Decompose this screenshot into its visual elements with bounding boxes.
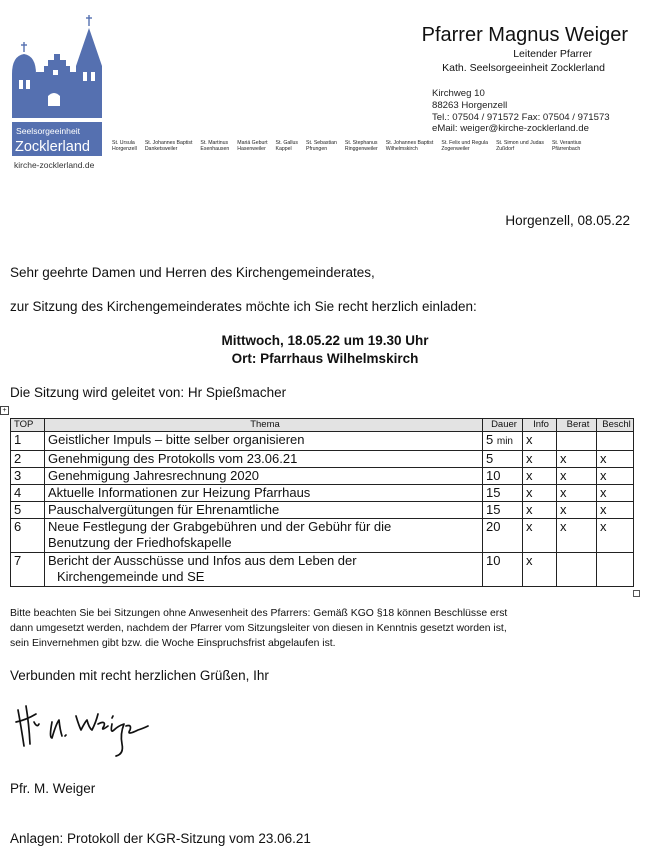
cell-dauer: 10 bbox=[483, 553, 523, 587]
signature-image bbox=[12, 700, 152, 762]
website-url: kirche-zocklerland.de bbox=[14, 160, 95, 170]
parish-item: St. Gallus Kappel bbox=[275, 140, 299, 153]
cell-top: 6 bbox=[11, 519, 45, 553]
parish-item: St. Johannes Baptist Wilhelmskirch bbox=[385, 140, 434, 153]
header-top: TOP bbox=[11, 419, 45, 432]
logo-text-line2: Zocklerland bbox=[15, 139, 90, 155]
header-dauer: Dauer bbox=[483, 419, 523, 432]
cell-berat: x bbox=[557, 451, 597, 468]
cell-beschl bbox=[597, 432, 634, 451]
cell-beschl: x bbox=[597, 502, 634, 519]
cell-thema: Neue Festlegung der Grabgebühren und der Gebühr für die Benutzung der Friedhofskapelle bbox=[45, 519, 483, 553]
parish-item: St. Ursula Horgenzell bbox=[112, 140, 137, 153]
cell-berat: x bbox=[557, 485, 597, 502]
cell-berat bbox=[557, 553, 597, 587]
cell-beschl: x bbox=[597, 468, 634, 485]
cell-dauer: 20 bbox=[483, 519, 523, 553]
table-header-row bbox=[11, 419, 634, 432]
table-row bbox=[11, 468, 634, 485]
church-logo-icon bbox=[10, 12, 104, 158]
logo-text-line1: Seelsorgeeinheit bbox=[16, 126, 81, 136]
cell-dauer: 10 bbox=[483, 468, 523, 485]
table-row bbox=[11, 519, 634, 553]
cell-thema: Bericht der Ausschüsse und Infos aus dem Leben der Kirchengemeinde und SE bbox=[45, 553, 483, 587]
table-row bbox=[11, 502, 634, 519]
duration-unit: min bbox=[496, 436, 513, 447]
signer-name: Pfr. M. Weiger bbox=[10, 781, 96, 796]
cell-berat bbox=[557, 432, 597, 451]
table-resize-handle[interactable] bbox=[633, 590, 640, 597]
header-info: Info bbox=[523, 419, 557, 432]
header-beschl: Beschl bbox=[597, 419, 634, 432]
cell-top: 4 bbox=[11, 485, 45, 502]
cell-thema: Pauschalvergütungen für Ehrenamtliche bbox=[45, 502, 483, 519]
cell-beschl bbox=[597, 553, 634, 587]
sender-name: Pfarrer Magnus Weiger bbox=[421, 24, 628, 46]
kgo-notice: Bitte beachten Sie bei Sitzungen ohne Anwesenheit des Pfarrers: Gemäß KGO §18 können Beschlüsse erst dann umgesetzt werden, nachdem der Pfarrer vom Sitzungsleiter von diesen in Kenntnis gesetzt worden ist, sein Einvernehmen gibt bzw. die Woche Einspruchsfrist abgelaufen ist. bbox=[10, 608, 508, 649]
cell-beschl: x bbox=[597, 451, 634, 468]
parish-item: St. Verantius Pfärrenbach bbox=[551, 140, 582, 153]
sender-role: Leitender Pfarrer bbox=[513, 48, 592, 60]
cell-top: 5 bbox=[11, 502, 45, 519]
cell-berat: x bbox=[557, 468, 597, 485]
cell-dauer: 15 bbox=[483, 485, 523, 502]
cell-thema: Geistlicher Impuls – bitte selber organisieren bbox=[45, 432, 483, 451]
parish-item: St. Stephanus Ringgenweiler bbox=[344, 140, 378, 153]
parish-item: St. Felix und Regula Zogenweiler bbox=[441, 140, 489, 153]
parish-item: St. Johannes Baptist Danketsweiler bbox=[144, 140, 193, 153]
intro-text: zur Sitzung des Kirchengemeinderates möchte ich Sie recht herzlich einladen: bbox=[10, 299, 477, 314]
sender-organization: Kath. Seelsorgeeinheit Zocklerland bbox=[442, 62, 605, 74]
cell-thema: Genehmigung Jahresrechnung 2020 bbox=[45, 468, 483, 485]
cell-beschl: x bbox=[597, 485, 634, 502]
cell-info: x bbox=[523, 553, 557, 587]
cell-top: 2 bbox=[11, 451, 45, 468]
address-phone: Tel.: 07504 / 971572 Fax: 07504 / 971573 bbox=[432, 111, 610, 123]
parish-list bbox=[112, 140, 581, 152]
cell-info: x bbox=[523, 519, 557, 553]
parish-item: St. Simon und Judas Zußdorf bbox=[496, 140, 544, 153]
cell-info: x bbox=[523, 451, 557, 468]
cell-top: 1 bbox=[11, 432, 45, 451]
attachments-line: Anlagen: Protokoll der KGR-Sitzung vom 23.06.21 bbox=[10, 831, 311, 846]
sender-address bbox=[432, 88, 610, 135]
parish-logo bbox=[10, 12, 104, 158]
closing-phrase: Verbunden mit recht herzlichen Grüßen, Ihr bbox=[10, 668, 269, 683]
parish-item: Mariä Geburt Hasenweiler bbox=[237, 140, 268, 153]
table-move-handle-icon[interactable]: + bbox=[0, 406, 9, 415]
address-city: 88263 Horgenzell bbox=[432, 99, 508, 111]
cell-berat: x bbox=[557, 502, 597, 519]
address-email: eMail: weiger@kirche-zocklerland.de bbox=[432, 123, 589, 135]
letter-date: Horgenzell, 08.05.22 bbox=[505, 213, 630, 228]
address-street: Kirchweg 10 bbox=[432, 88, 485, 99]
table-row bbox=[11, 432, 634, 451]
cell-dauer: 5 bbox=[483, 451, 523, 468]
table-row bbox=[11, 553, 634, 587]
parish-item: St. Martinus Esenhausen bbox=[200, 140, 230, 153]
agenda-table bbox=[10, 418, 634, 587]
cell-berat: x bbox=[557, 519, 597, 553]
cell-thema: Aktuelle Informationen zur Heizung Pfarrhaus bbox=[45, 485, 483, 502]
cell-top: 3 bbox=[11, 468, 45, 485]
cell-dauer: 5 min bbox=[483, 432, 523, 451]
table-row bbox=[11, 451, 634, 468]
cell-beschl: x bbox=[597, 519, 634, 553]
header-berat: Berat bbox=[557, 419, 597, 432]
cell-info: x bbox=[523, 485, 557, 502]
header-thema: Thema bbox=[45, 419, 483, 432]
meeting-chair: Die Sitzung wird geleitet von: Hr Spießmacher bbox=[10, 385, 287, 400]
parish-item: St. Sebastian Pfrungen bbox=[306, 140, 337, 153]
cell-thema: Genehmigung des Protokolls vom 23.06.21 bbox=[45, 451, 483, 468]
handwritten-signature-icon bbox=[12, 700, 152, 762]
table-row bbox=[11, 485, 634, 502]
cell-info: x bbox=[523, 468, 557, 485]
cell-info: x bbox=[523, 432, 557, 451]
meeting-place: Ort: Pfarrhaus Wilhelmskirch bbox=[231, 351, 419, 366]
cell-info: x bbox=[523, 502, 557, 519]
meeting-date: Mittwoch, 18.05.22 um 19.30 Uhr bbox=[221, 333, 429, 348]
cell-top: 7 bbox=[11, 553, 45, 587]
cell-dauer: 15 bbox=[483, 502, 523, 519]
salutation: Sehr geehrte Damen und Herren des Kirchengemeinderates, bbox=[10, 265, 375, 280]
